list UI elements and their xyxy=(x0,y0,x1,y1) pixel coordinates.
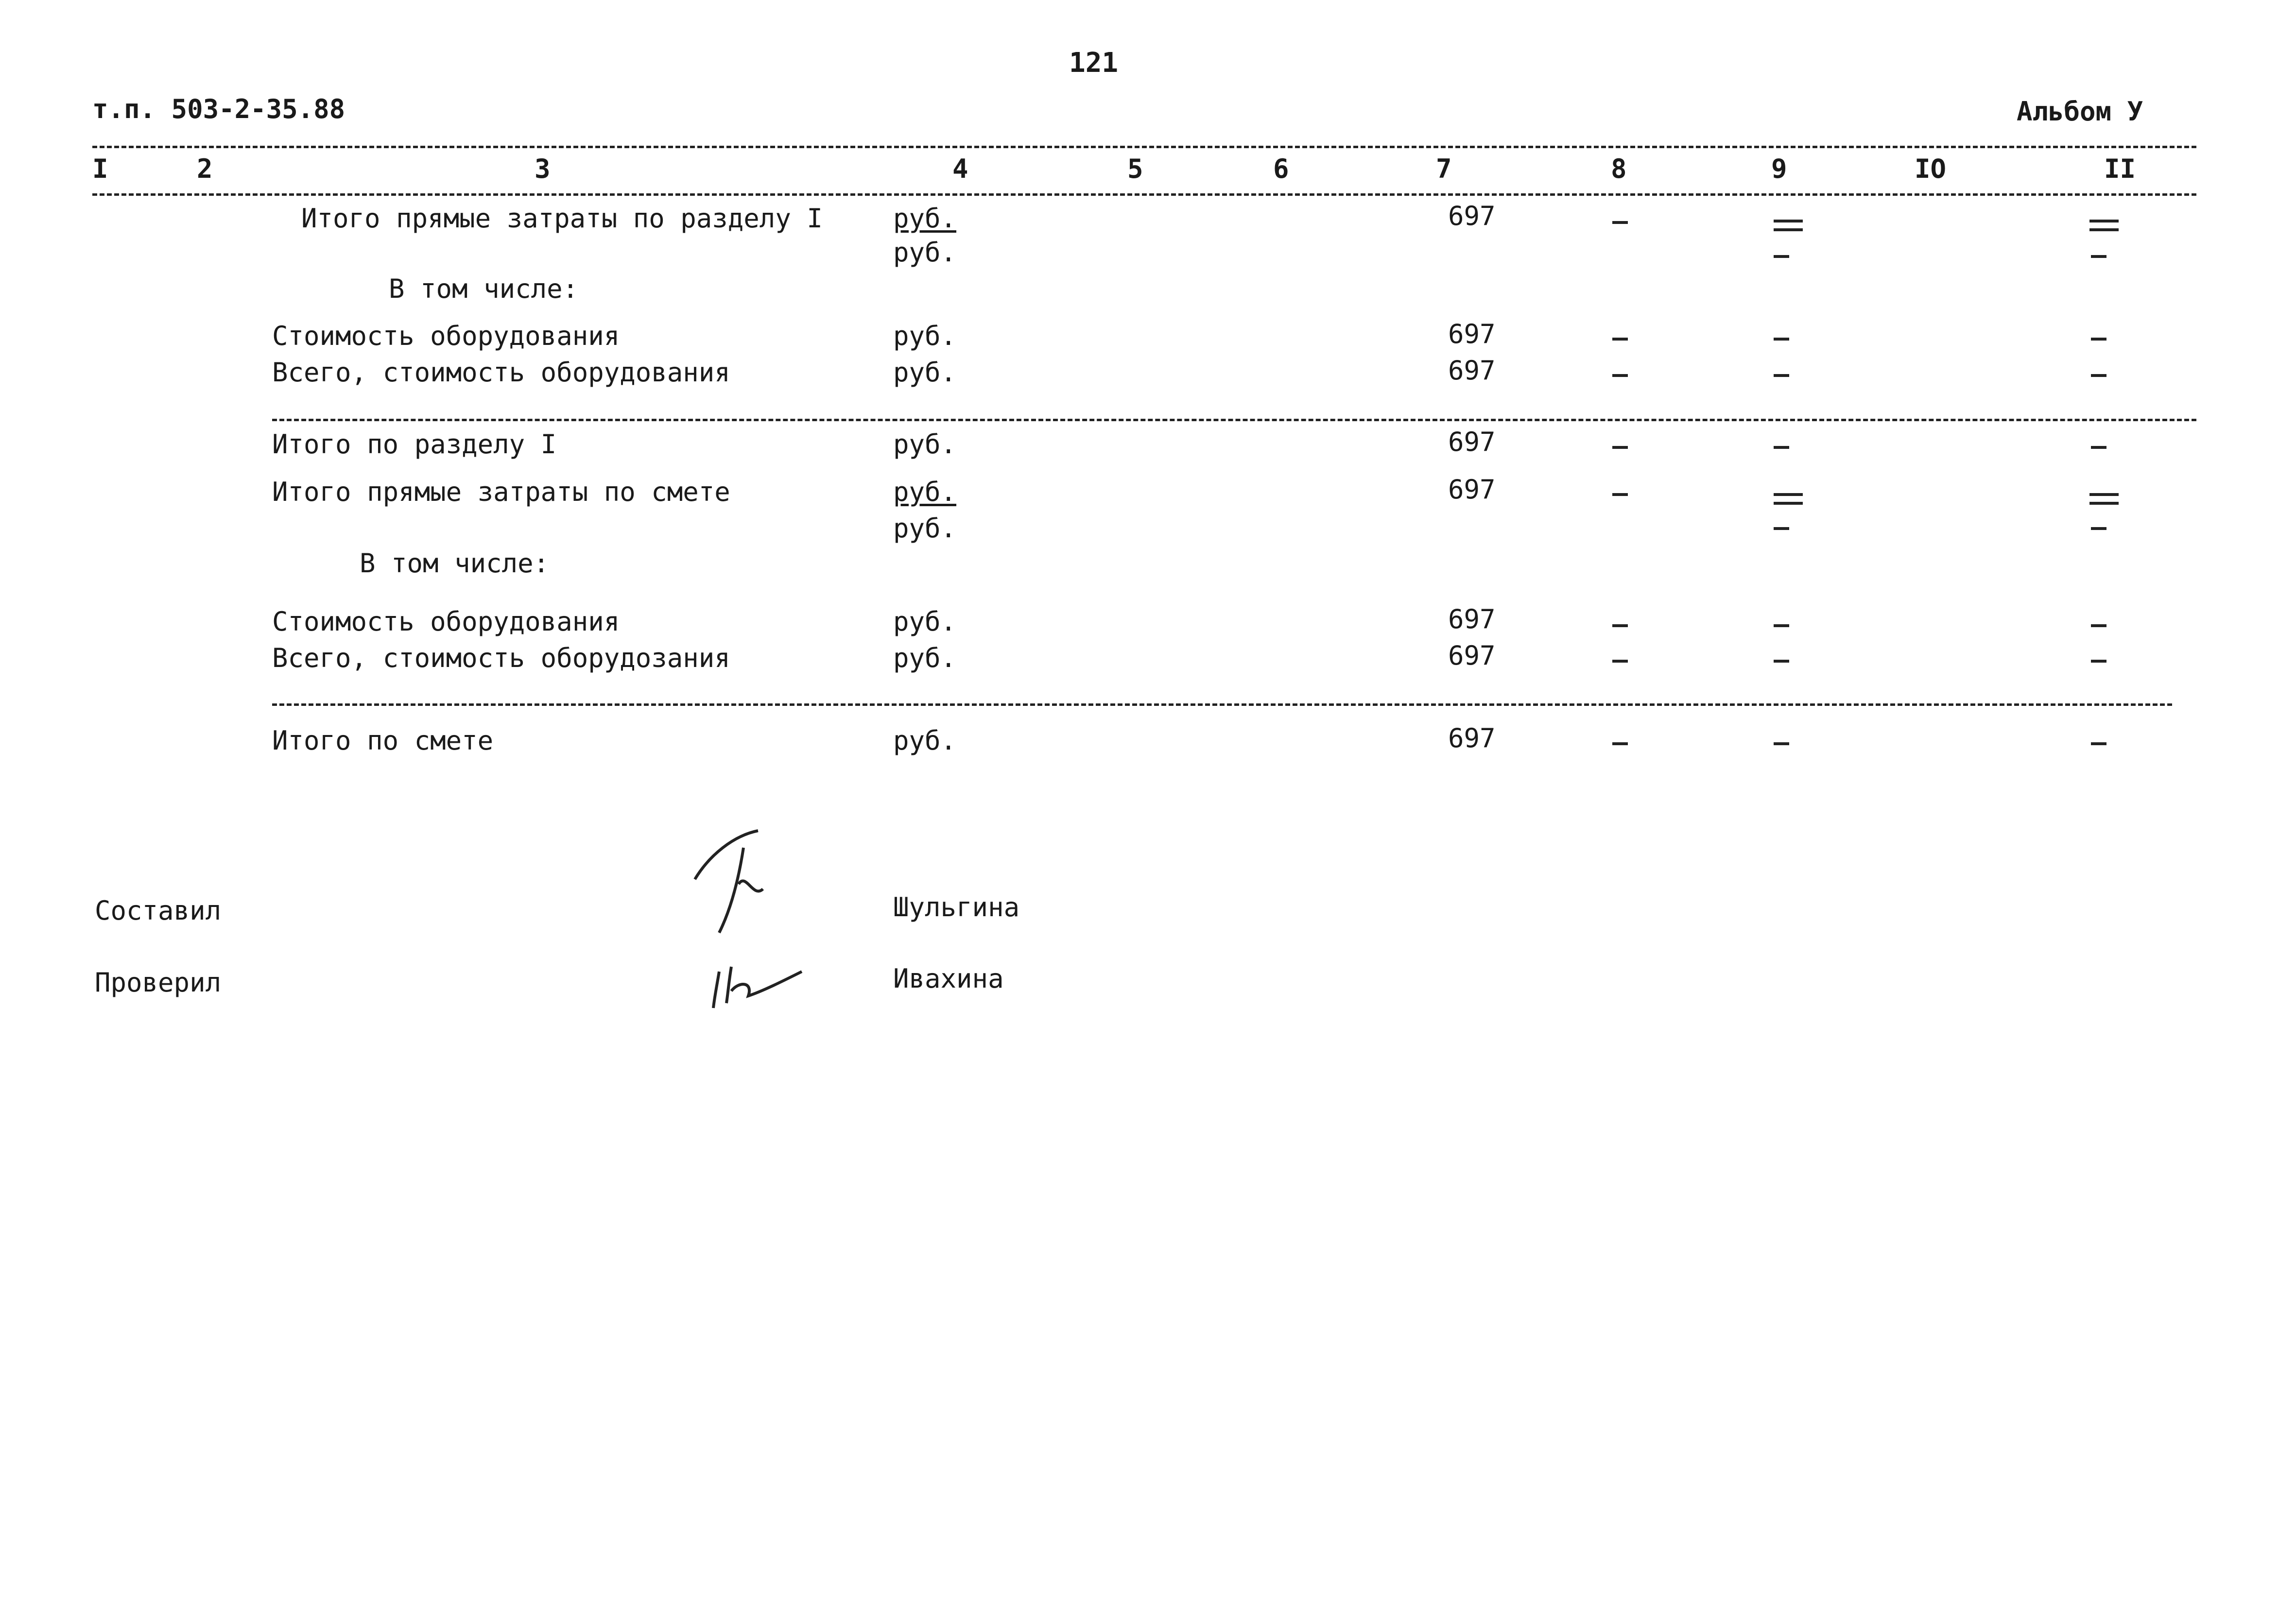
dash-mark-double xyxy=(2089,220,2119,231)
row-unit: руб. xyxy=(893,643,957,673)
row-label: Итого по разделу I xyxy=(272,429,557,460)
dash-mark-double xyxy=(1774,220,1803,231)
album-label: Альбом У xyxy=(2017,96,2143,127)
row-unit: руб. xyxy=(893,357,957,388)
dash-mark xyxy=(1612,221,1628,224)
row-unit-secondary: руб. xyxy=(893,513,957,544)
dash-mark xyxy=(1612,624,1628,627)
row-value-col7: 697 xyxy=(1448,427,1496,457)
header-bottom-rule xyxy=(92,193,2196,196)
dash-mark xyxy=(1774,527,1789,530)
row-unit: руб. xyxy=(893,429,957,460)
dash-mark xyxy=(2091,255,2106,258)
dash-mark xyxy=(1774,255,1789,258)
document-code: т.п. 503-2-35.88 xyxy=(92,94,345,124)
dash-mark xyxy=(1612,742,1628,745)
row-value-col7: 697 xyxy=(1448,723,1496,753)
column-header-7: 7 xyxy=(1436,154,1452,184)
row-label: Всего, стоимость оборудозания xyxy=(272,643,730,673)
header-top-rule xyxy=(92,146,2196,148)
row-value-col7: 697 xyxy=(1448,319,1496,349)
column-header-8: 8 xyxy=(1611,154,1627,184)
row-label: Стоимость оборудования xyxy=(272,321,620,351)
dash-mark-double xyxy=(1774,493,1803,505)
dash-mark xyxy=(2091,742,2106,745)
dash-mark xyxy=(1774,660,1789,663)
row-value-col7: 697 xyxy=(1448,355,1496,386)
column-header-2: 2 xyxy=(197,154,213,184)
column-header-1: I xyxy=(92,154,108,184)
row-value-col7: 697 xyxy=(1448,201,1496,231)
column-header-11: II xyxy=(2104,154,2136,184)
row-unit: руб. xyxy=(893,606,957,637)
dash-mark xyxy=(1612,493,1628,496)
section-divider xyxy=(272,703,2172,706)
dash-mark xyxy=(1774,624,1789,627)
dash-mark xyxy=(1612,660,1628,663)
subsection-heading: В том числе: xyxy=(389,274,579,304)
dash-mark xyxy=(1612,338,1628,341)
checked-by-label: Проверил xyxy=(95,967,222,998)
subsection-heading: В том числе: xyxy=(360,548,550,579)
dash-mark xyxy=(2091,374,2106,377)
signature-compiled xyxy=(685,826,792,942)
section-divider xyxy=(272,419,2196,421)
column-header-3: 3 xyxy=(535,154,551,184)
compiled-by-name: Шульгина xyxy=(893,892,1020,923)
row-value-col7: 697 xyxy=(1448,604,1496,634)
column-header-9: 9 xyxy=(1771,154,1787,184)
column-header-10: IO xyxy=(1915,154,1947,184)
row-unit: руб. xyxy=(893,477,957,507)
row-label: Стоимость оборудования xyxy=(272,606,620,637)
column-header-6: 6 xyxy=(1273,154,1289,184)
dash-mark xyxy=(1612,374,1628,377)
row-unit-secondary: руб. xyxy=(893,237,957,268)
dash-mark xyxy=(1774,374,1789,377)
dash-mark xyxy=(1774,338,1789,341)
row-unit: руб. xyxy=(893,725,957,756)
column-header-4: 4 xyxy=(952,154,968,184)
row-unit: руб. xyxy=(893,203,957,234)
row-unit: руб. xyxy=(893,321,957,351)
column-header-5: 5 xyxy=(1127,154,1143,184)
dash-mark-double xyxy=(2089,493,2119,505)
row-value-col7: 697 xyxy=(1448,474,1496,505)
dash-mark xyxy=(1774,446,1789,449)
dash-mark xyxy=(1774,742,1789,745)
dash-mark xyxy=(2091,446,2106,449)
dash-mark xyxy=(2091,624,2106,627)
row-value-col7: 697 xyxy=(1448,640,1496,671)
row-label: Всего, стоимость оборудования xyxy=(272,357,730,388)
signature-checked xyxy=(709,952,807,1010)
row-label: Итого прямые затраты по разделу I xyxy=(301,203,823,234)
row-label: Итого прямые затраты по смете xyxy=(272,477,730,507)
page-number: 121 xyxy=(1069,47,1119,79)
compiled-by-label: Составил xyxy=(95,895,222,926)
dash-mark xyxy=(2091,527,2106,530)
row-label: Итого по смете xyxy=(272,725,494,756)
checked-by-name: Ивахина xyxy=(893,963,1004,994)
dash-mark xyxy=(2091,338,2106,341)
dash-mark xyxy=(1612,446,1628,449)
dash-mark xyxy=(2091,660,2106,663)
